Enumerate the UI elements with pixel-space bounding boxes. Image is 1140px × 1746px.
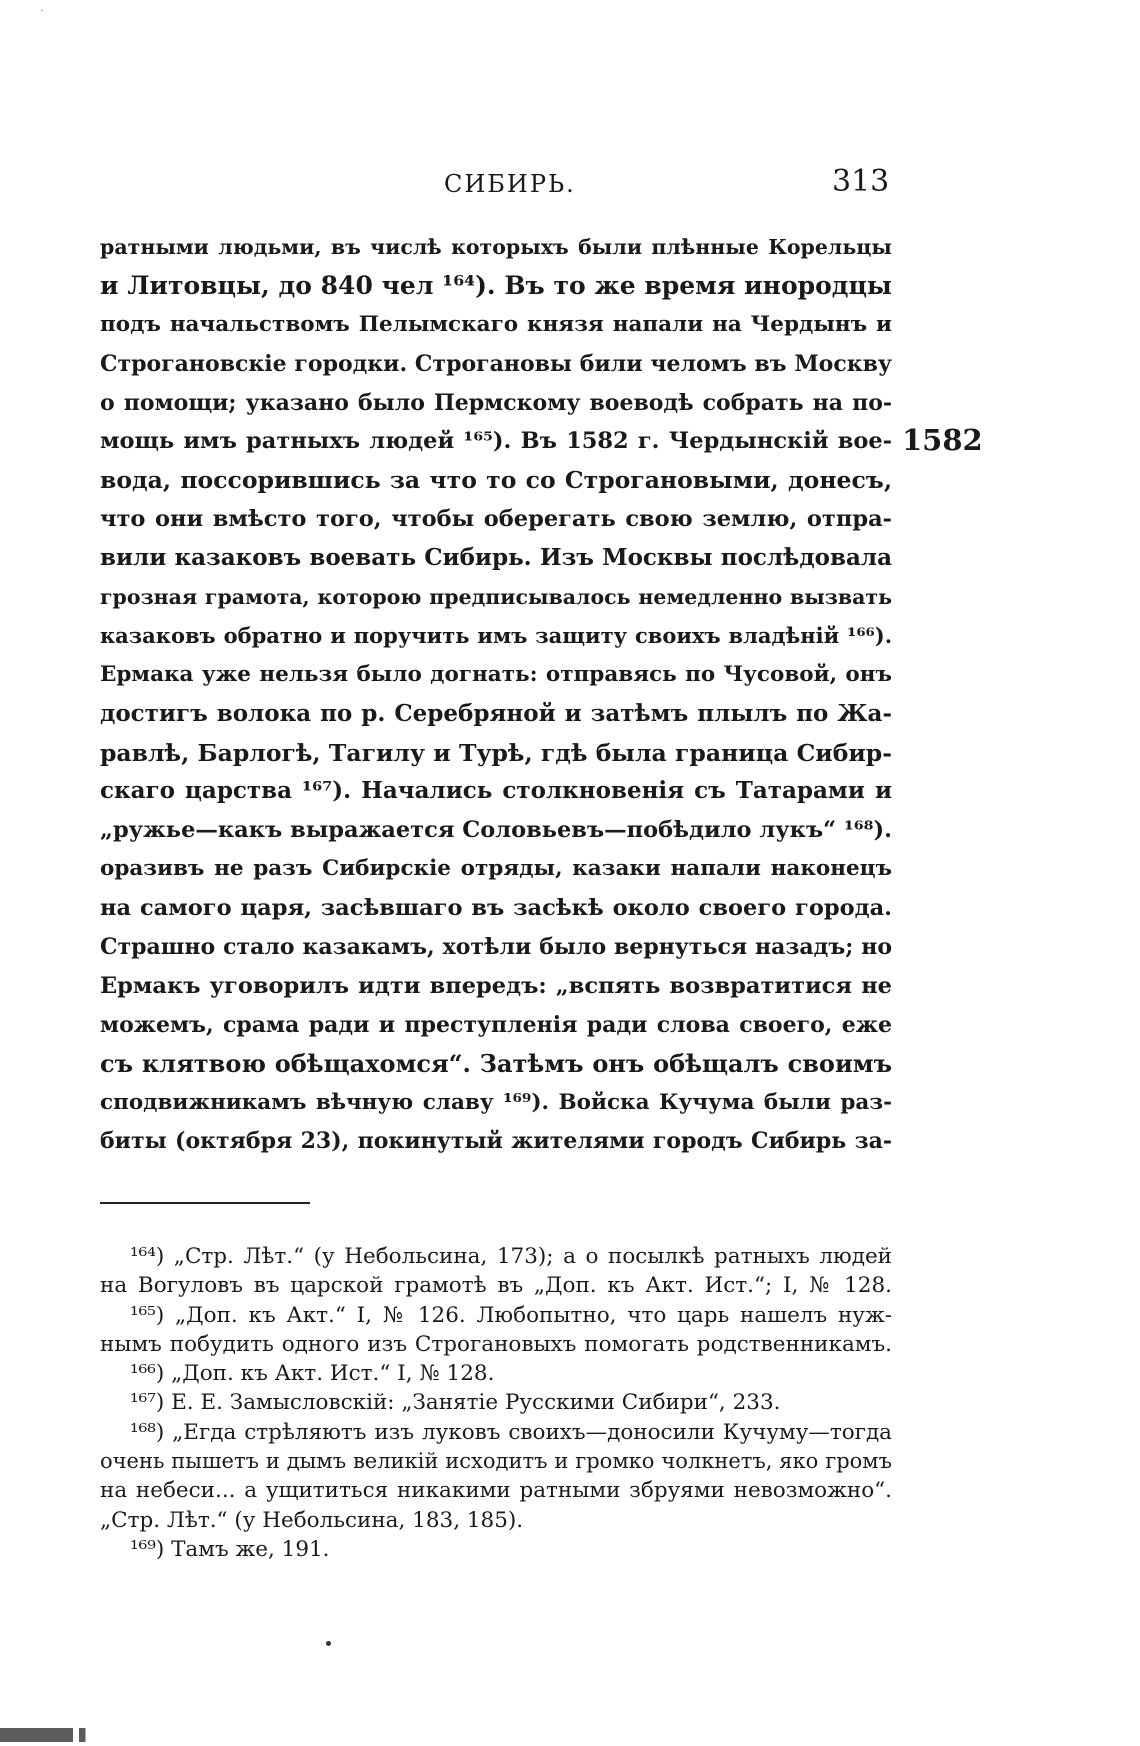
text-line: „ружье—какъ выражается Соловьевъ—побѣдило лукъ“ ¹⁶⁸). [100,817,892,844]
footnote-line: ¹⁶⁶) „Доп. къ Акт. Ист.“ I, № 128. [130,1361,495,1387]
footnote-line: на небеси... а ущититься никакими ратными збруями невозможно“. [100,1478,892,1504]
text-line: можемъ, срама ради и преступленія ради слова своего, еже [100,1011,892,1038]
body-text [100,228,892,1161]
text-line: Ермака уже нельзя было догнать: отправясь по Чусовой, онъ [100,661,892,687]
ink-speck [326,1641,331,1646]
text-line: подъ начальствомъ Пелымскаго князя напали на Чердынъ и [100,311,892,337]
footnote-line: ¹⁶⁷) Е. Е. Замысловскій: „Занятіе Русскими Сибири“, 233. [130,1390,781,1416]
text-line: мощь имъ ратныхъ людей ¹⁶⁵). Въ 1582 г. Чердынскій вое- [100,428,892,455]
footnote-rule [100,1202,310,1204]
margin-note-year: 1582 [902,423,983,457]
footnote-line: на Вогуловъ въ царской грамотѣ въ „Доп. къ Акт. Ист.“; I, № 128. [100,1273,892,1299]
text-line: и Литовцы, до 840 чел ¹⁶⁴). Въ то же время инородцы [100,270,892,300]
text-line: биты (октября 23), покинутый жителями городъ Сибирь за- [100,1128,892,1155]
text-line: что они вмѣсто того, чтобы оберегать свою землю, отпра- [100,506,892,533]
text-line: на самого царя, засѣвшаго въ засѣкѣ около своего города. [100,895,892,922]
text-line: равлѣ, Барлогѣ, Тагилу и Турѣ, гдѣ была граница Сибир- [100,738,892,767]
corner-mark: ˑ [40,4,46,18]
text-line: Строгановскіе городки. Строгановы били челомъ въ Москву [100,350,892,377]
text-line: съ клятвою обѣщахомся“. Затѣмъ онъ обѣщалъ своимъ [100,1048,892,1078]
text-line: оразивъ не разъ Сибирскіе отряды, казаки напали наконецъ [100,856,892,882]
footnote-line: ¹⁶⁸) „Егда стрѣляютъ изъ луковъ своихъ—доносили Кучуму—тогда [130,1419,892,1445]
footnote-line: ¹⁶⁵) „Доп. къ Акт.“ I, № 126. Любопытно, что царь нашелъ нуж- [130,1302,892,1328]
text-line: вода, поссорившись за что то со Строгановыми, донесъ, [100,466,892,495]
text-line: о помощи; указано было Пермскому воеводѣ собрать на по- [100,389,892,416]
scan-artifact [0,1728,104,1742]
text-line: ратными людьми, въ числѣ которыхъ были плѣнные Корельцы [100,235,892,259]
text-line: Ермакъ уговорилъ идти впередъ: „вспять возвратитися не [100,972,892,999]
text-line: сподвижникамъ вѣчную славу ¹⁶⁹). Войска Кучума были раз- [100,1089,892,1115]
page-number: 313 [832,164,890,199]
footnotes [100,1242,892,1564]
footnote-line: ¹⁶⁴) „Стр. Лѣт.“ (у Небольсина, 173); а о посылкѣ ратныхъ людей [130,1244,892,1269]
footnote-line: очень пышетъ и дымъ великій исходитъ и громко чолкнетъ, яко громъ [100,1449,892,1474]
footnote-line: ¹⁶⁹) Тамъ же, 191. [130,1536,330,1562]
text-line: Страшно стало казакамъ, хотѣли было вернуться назадъ; но [100,934,892,961]
footnote-line: нымъ побудить одного изъ Строгановыхъ помогать родственникамъ. [100,1331,892,1357]
text-line: вили казаковъ воевать Сибирь. Изъ Москвы послѣдовала [100,544,892,572]
running-header: СИБИРЬ. [444,170,576,198]
text-line: достигъ волока по р. Серебряной и затѣмъ плылъ по Жа- [100,699,892,727]
text-line: скаго царства ¹⁶⁷). Начались столкновенія съ Татарами и [100,777,892,805]
footnote-line: „Стр. Лѣт.“ (у Небольсина, 183, 185). [100,1507,524,1533]
text-line: казаковъ обратно и поручить имъ защиту своихъ владѣній ¹⁶⁶). [100,622,892,648]
text-line: грозная грамота, которою предписывалось немедленно вызвать [100,585,892,610]
